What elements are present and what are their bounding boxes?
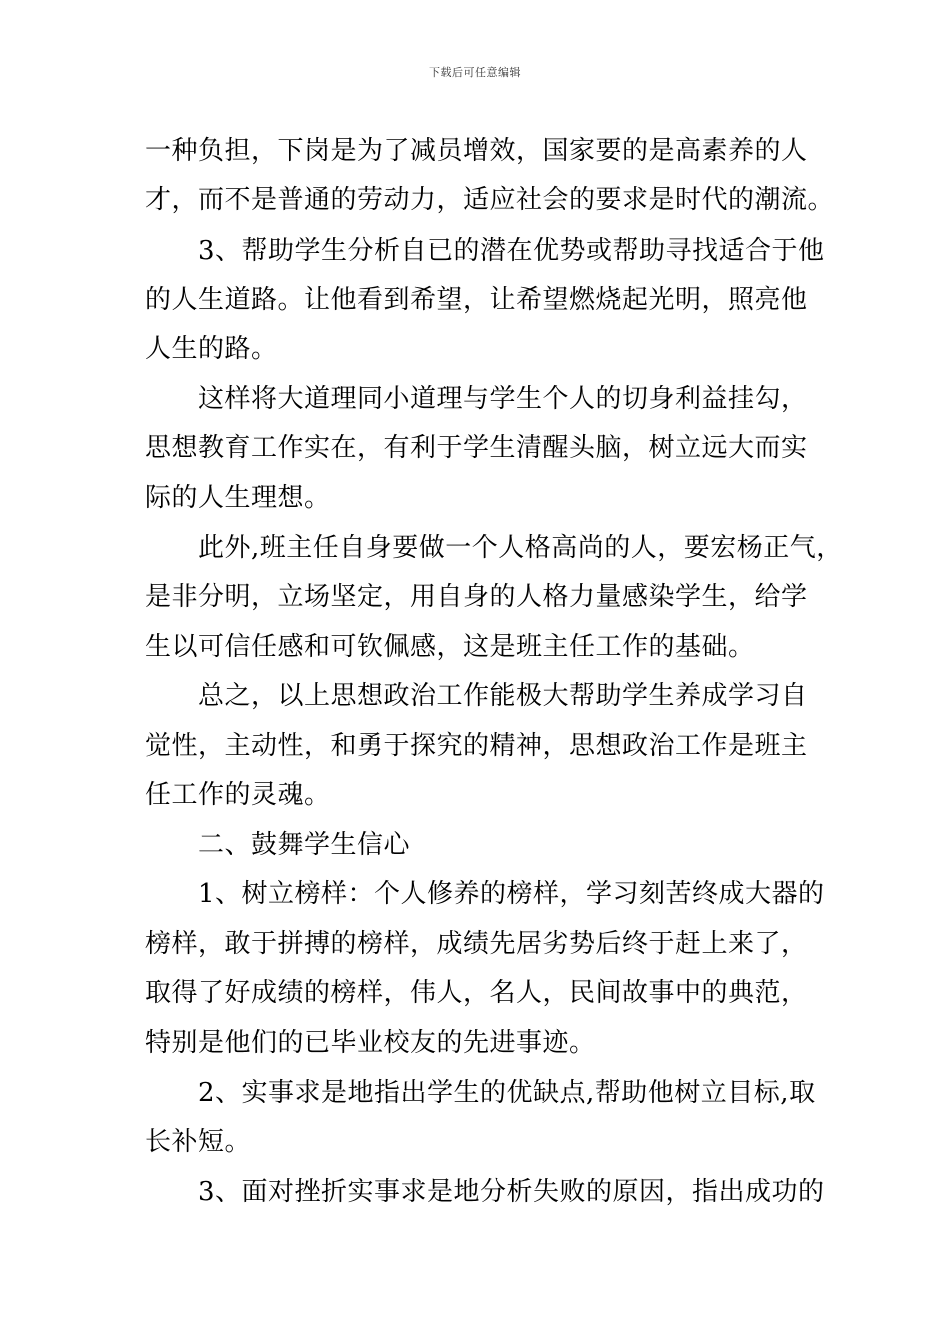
text-line: 人生的路。 [145,334,278,364]
text-line: 思想教育工作实在，有利于学生清醒头脑，树立远大而实 [145,433,808,463]
page-header: 下载后可任意编辑 [429,66,521,79]
text-line: 取得了好成绩的榜样，伟人，名人，民间故事中的典范， [145,978,808,1008]
text-line: 觉性，主动性，和勇于探究的精神，思想政治工作是班主 [145,731,808,761]
text-line: 际的人生理想。 [145,483,331,513]
text-line: 2、实事求是地指出学生的优缺点,帮助他树立目标,取 [145,1078,816,1108]
text-line: 特别是他们的已毕业校友的先进事迹。 [145,1028,596,1058]
text-line: 才，而不是普通的劳动力，适应社会的要求是时代的潮流。 [145,185,835,215]
text-line: 此外,班主任自身要做一个人格高尚的人，要宏杨正气， [145,533,843,563]
text-line: 3、面对挫折实事求是地分析失败的原因，指出成功的 [145,1177,825,1207]
text-line: 这样将大道理同小道理与学生个人的切身利益挂勾， [145,384,808,414]
section-heading: 二、鼓舞学生信心 [145,830,411,860]
text-line: 任工作的灵魂。 [145,780,331,810]
text-line: 的人生道路。让他看到希望，让希望燃烧起光明，照亮他 [145,285,808,315]
text-line: 长补短。 [145,1127,252,1157]
text-line: 3、帮助学生分析自已的潜在优势或帮助寻找适合于他 [145,236,825,266]
text-line: 是非分明，立场坚定，用自身的人格力量感染学生，给学 [145,582,808,612]
text-line: 一种负担，下岗是为了减员增效，国家要的是高素养的人 [145,136,808,166]
text-line: 总之，以上思想政治工作能极大帮助学生养成学习自 [145,681,808,711]
text-line: 生以可信任感和可钦佩感，这是班主任工作的基础。 [145,632,755,662]
text-line: 榜样，敢于拼搏的榜样，成绩先居劣势后终于赶上来了， [145,929,808,959]
text-line: 1、树立榜样：个人修养的榜样，学习刻苦终成大器的 [145,879,825,909]
